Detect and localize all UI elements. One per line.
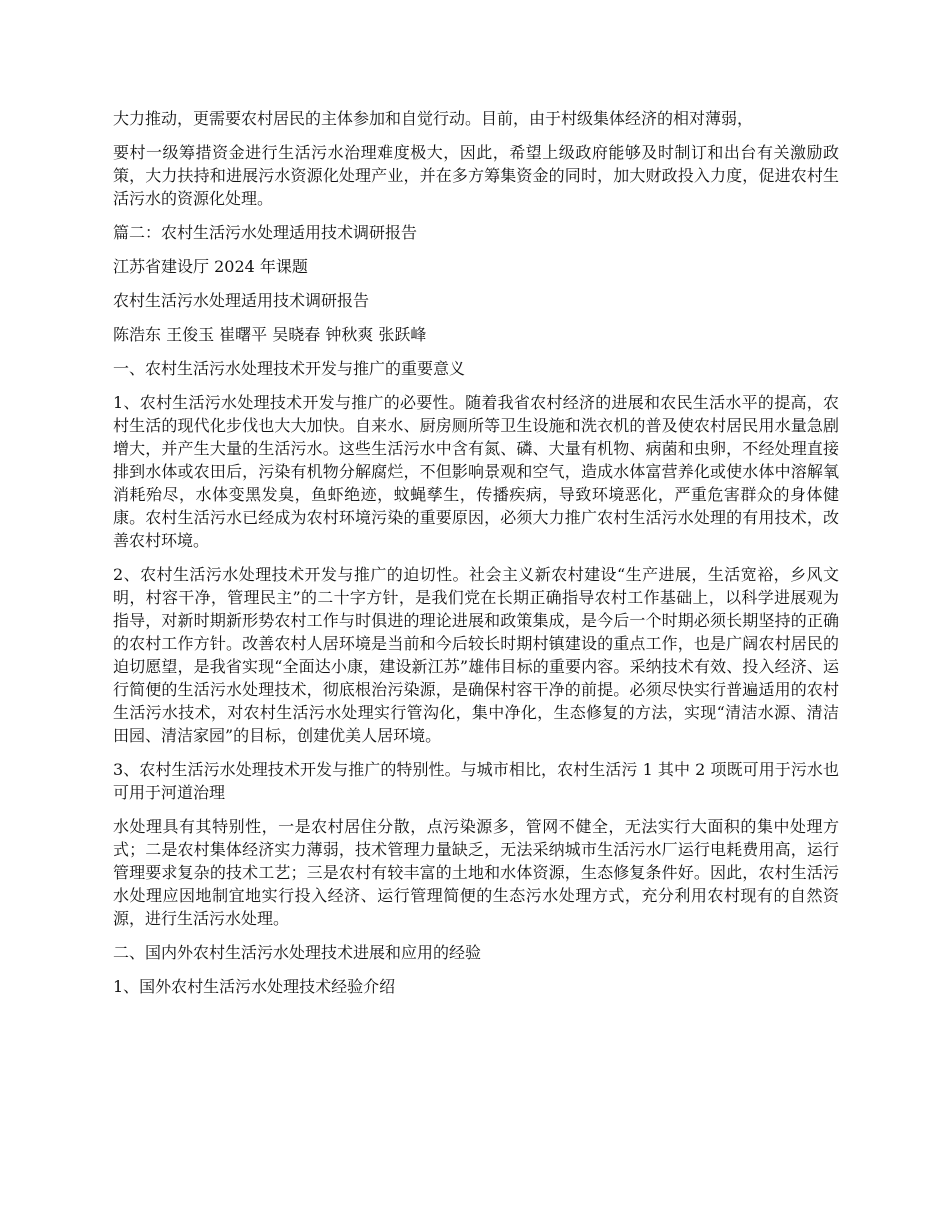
paragraph-particularity-start: 3、农村生活污水处理技术开发与推广的特别性。与城市相比，农村生活污 1 其中 2 项既可用于污水也可用于河道治理 (113, 760, 839, 802)
paragraph-urgency: 2、农村生活污水处理技术开发与推广的迫切性。社会主义新农村建设“生产进展，生活宽裕，乡风文明，村容干净，管理民主”的二十字方针，是我们党在长期正确指导农村工作基础上，以科学进展观为指导，对新时期新形势农村工作与时俱进的理论进展和政策集成，是今后一个时期必须长期坚持的正确的农村工作方针。改善农村人居环境是当前和今后较长时期村镇建设的重点工作，也是广阔农村居民的迫切愿望，是我省实现“全面达小康，建设新江苏”雄伟目标的重要内容。采纳技术有效、投入经济、运行简便的生活污水处理技术，彻底根治污染源，是确保村容干净的前提。必须尽快实行普遍适用的农村生活污水技术，对农村生活污水处理实行管沟化，集中净化，生态修复的方法，实现“清洁水源、清洁田园、清洁家园”的目标，创建优美人居环境。 (113, 565, 839, 745)
report-title: 农村生活污水处理适用技术调研报告 (113, 291, 370, 310)
paragraph-particularity-detail: 水处理具有其特别性，一是农村居住分散，点污染源多，管网不健全，无法实行大面积的集中处理方式；二是农村集体经济实力薄弱，技术管理力量缺乏，无法采纳城市生活污水厂运行电耗费用高，运行管理要求复杂的技术工艺；三是农村有较丰富的土地和水体资源，生态修复条件好。因此，农村生活污水处理应因地制宜地实行投入经济、运行管理简便的生态污水处理方式，充分利用农村现有的自然资源，进行生活污水处理。 (113, 817, 839, 928)
paragraph-intro-continuation: 大力推动，更需要农村居民的主体参加和自觉行动。目前，由于村级集体经济的相对薄弱， (113, 109, 754, 128)
paragraph-necessity: 1、农村生活污水处理技术开发与推广的必要性。随着我省农村经济的进展和农民生活水平的提高，农村生活的现代化步伐也大大加快。自来水、厨房厕所等卫生设施和洗衣机的普及使农村居民用水量急剧增大，并产生大量的生活污水。这些生活污水中含有氮、磷、大量有机物、病菌和虫卵，不经处理直接排到水体或农田后，污染有机物分解腐烂，不但影响景观和空气，造成水体富营养化或使水体中溶解氧消耗殆尽，水体变黑发臭，鱼虾绝迹，蚊蝇孳生，传播疾病，导致环境恶化，严重危害群众的身体健康。农村生活污水已经成为农村环境污染的重要原因，必须大力推广农村生活污水处理的有用技术，改善农村环境。 (113, 393, 839, 550)
project-source-line: 江苏省建设厅 2024 年课题 (113, 257, 308, 276)
document-body (113, 107, 839, 1009)
section-heading-significance: 一、农村生活污水处理技术开发与推广的重要意义 (113, 359, 466, 378)
paragraph-funding-policy: 要村一级筹措资金进行生活污水治理难度极大，因此，希望上级政府能够及时制订和出台有关激励政策，大力扶持和进展污水资源化处理产业，并在多方筹集资金的同时，加大财政投入力度，促进农村生活污水的资源化处理。 (113, 143, 839, 208)
section-title-chapter-two: 篇二：农村生活污水处理适用技术调研报告 (113, 223, 418, 242)
subsection-heading-foreign: 1、国外农村生活污水处理技术经验介绍 (113, 977, 396, 996)
section-heading-experience: 二、国内外农村生活污水处理技术进展和应用的经验 (113, 943, 482, 962)
author-list: 陈浩东 王俊玉 崔曙平 吴晓春 钟秋爽 张跃峰 (113, 325, 427, 344)
